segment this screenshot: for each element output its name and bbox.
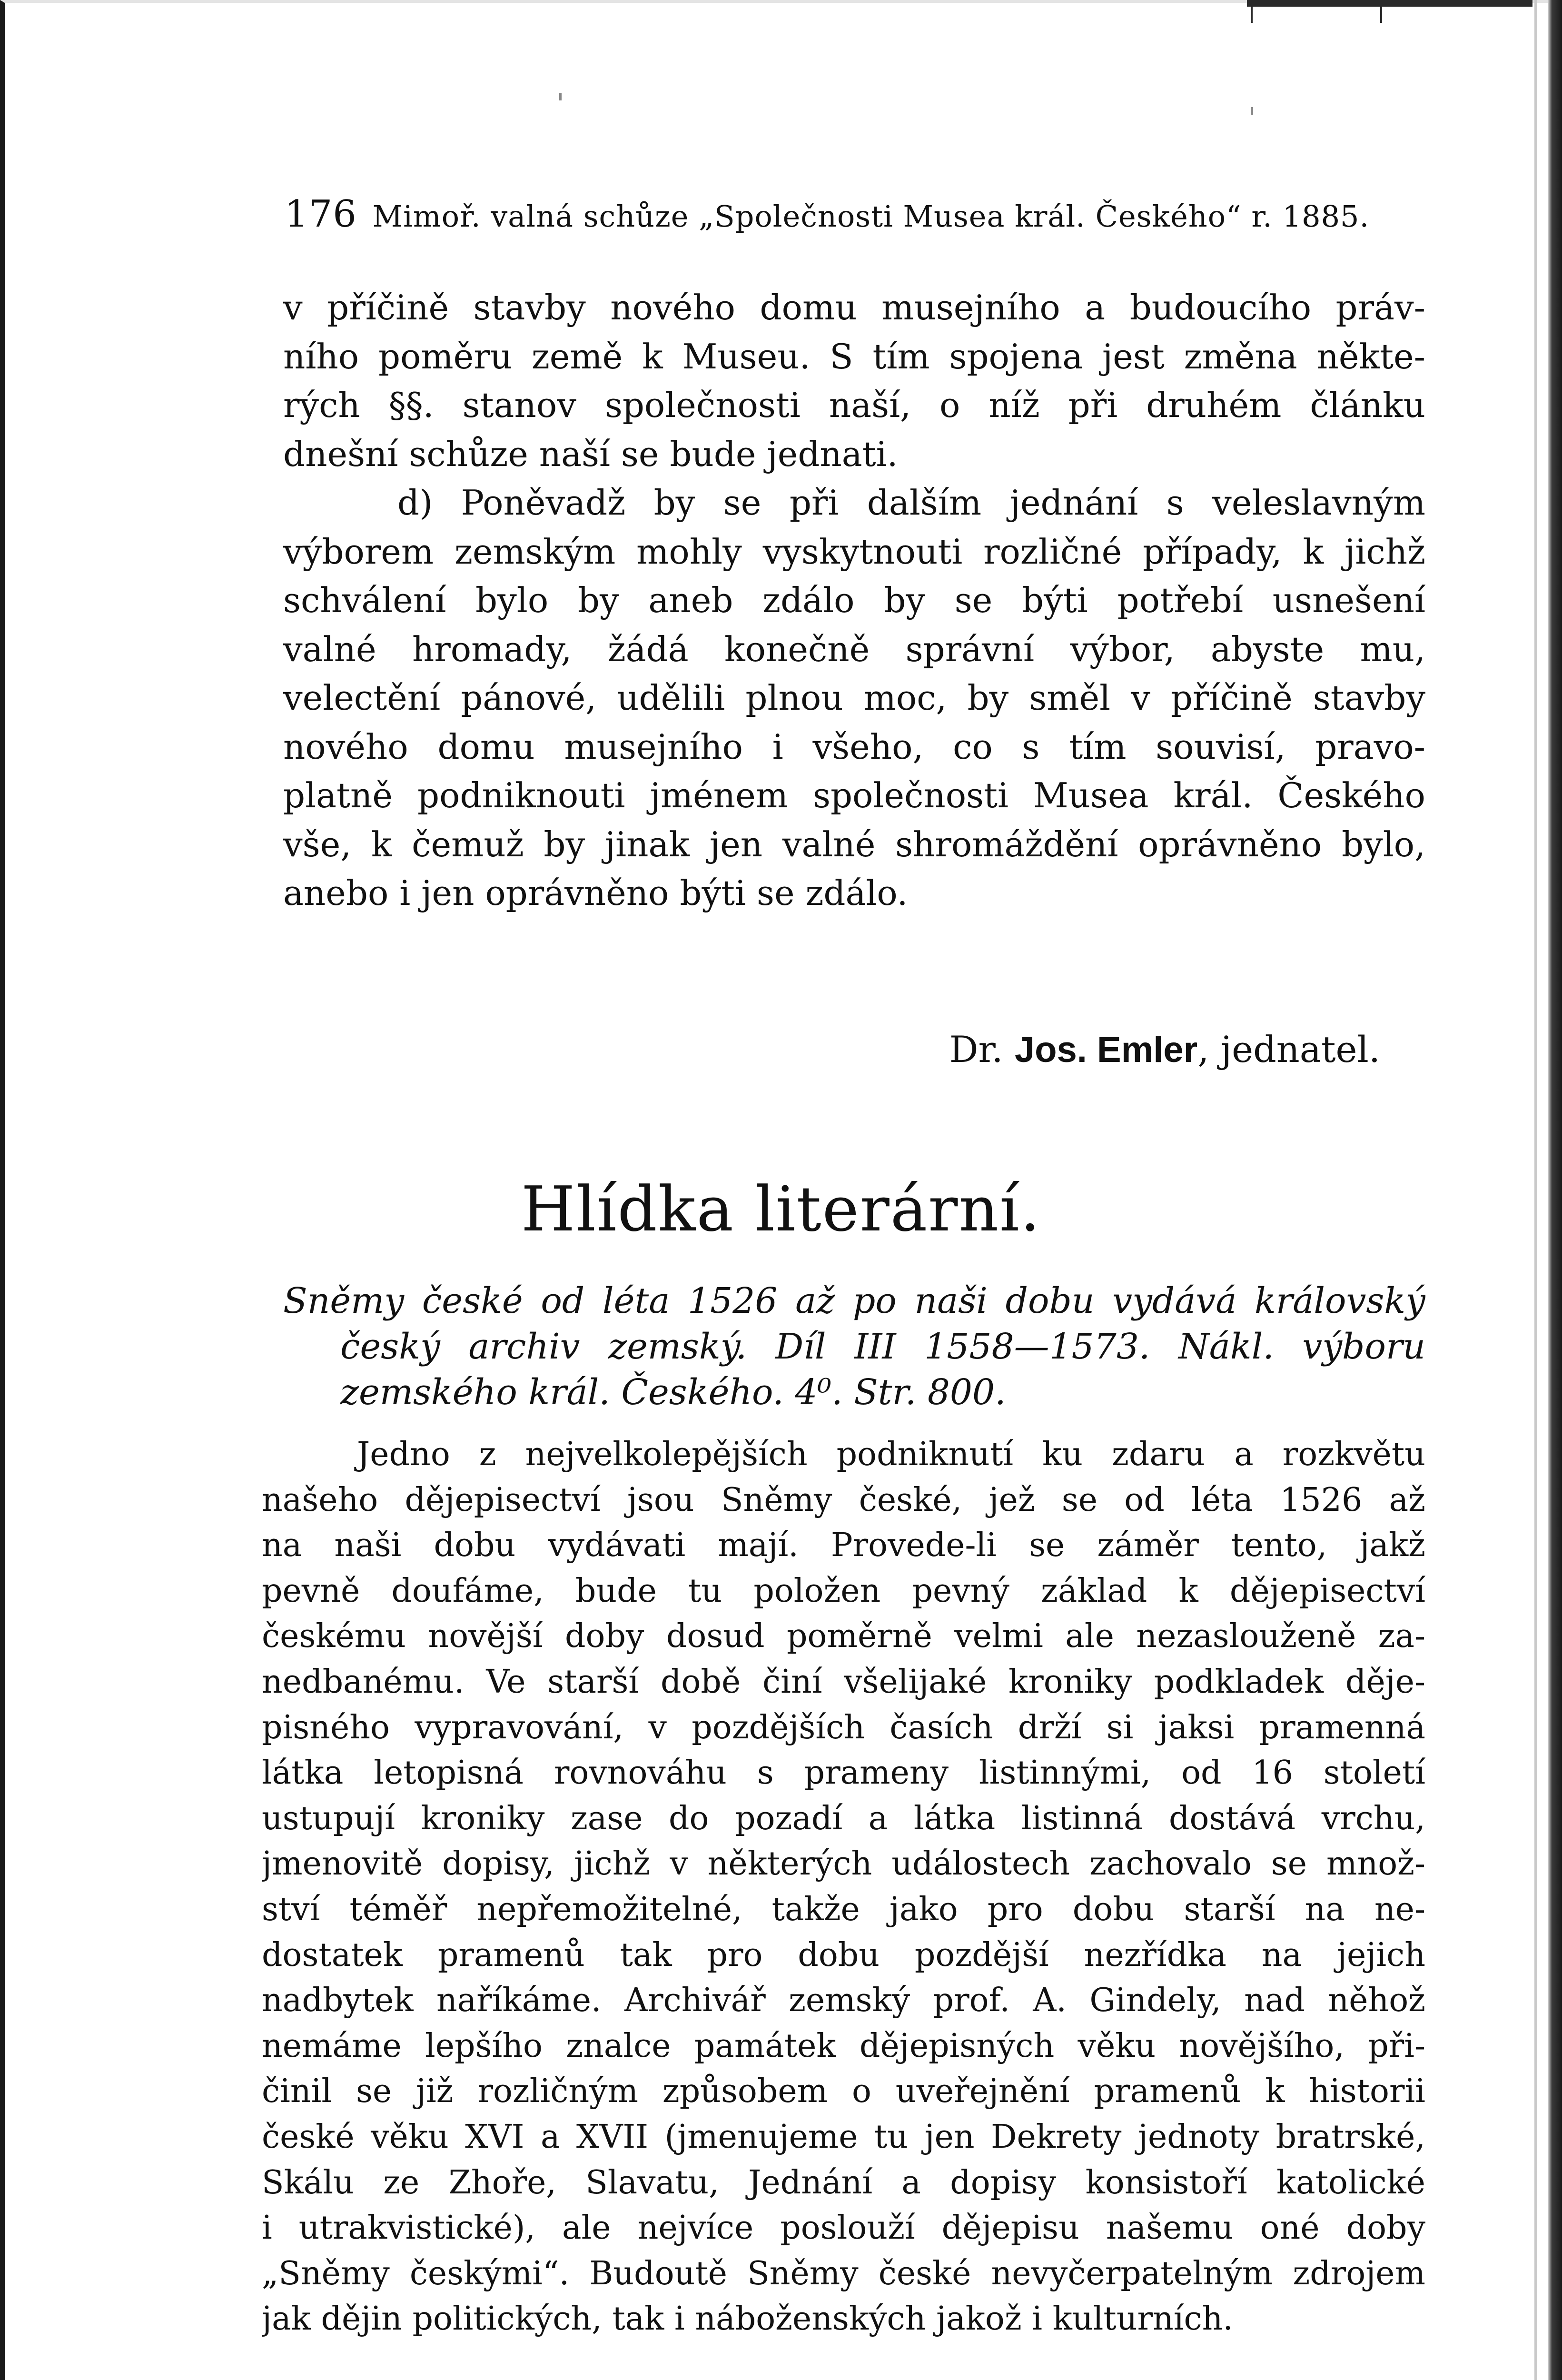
text-line: ního poměru země k Museu. S tím spojena jest změna někte- [283,336,1425,377]
text-line: v příčině stavby nového domu musejního a budoucího práv- [283,288,1425,327]
text-line: dnešní schůze naší se bude jednati. [283,434,898,474]
text-line: schválení bylo by aneb zdálo by se býti potřebí usnešení [283,580,1425,620]
text-line: velectění pánové, udělili plnou moc, by směl v příčině stavby [283,678,1425,718]
text-line: nedbanému. Ve starší době činí všelijaké kroniky podkladek děje- [262,1663,1425,1701]
signature [904,1023,1380,1076]
text-line: české věku XVI a XVII (jmenujeme tu jen Dekrety jednoty bratrské, [262,2118,1425,2156]
binding-tick [1380,7,1382,23]
running-header [285,188,1389,240]
text-line: Skálu ze Zhoře, Slavatu, Jednání a dopisy konsistoří katolické [262,2163,1425,2202]
signature-name: Jos. Emler [1014,1030,1198,1070]
text-line: anebo i jen oprávněno býti se zdálo. [283,873,908,913]
top-binding-rule [1247,0,1532,7]
citation-line: zemského král. Českého. 4⁰. Str. 800. [340,1372,1006,1413]
text-line: jak dějin politických, tak i náboženských jakož i kulturních. [262,2300,1234,2338]
text-line: nadbytek naříkáme. Archivář zemský prof. A. Gindely, nad něhož [262,1982,1425,2020]
scan-speck [1251,107,1253,115]
page-number: 176 [285,193,357,236]
section-title: Hlídka literární. [521,1173,1041,1245]
text-line: Jedno z nejvelkolepějších podniknutí ku zdaru a rozkvětu [357,1436,1425,1473]
text-line: českému novější doby dosud poměrně velmi ale nezaslouženě za- [262,1617,1425,1656]
text-line: „Sněmy českými“. Budoutě Sněmy české nevyčerpatelným zdrojem [262,2254,1425,2292]
body-text-top [283,283,1425,918]
text-line: činil se již rozličným způsobem o uveřejnění pramenů k historii [262,2073,1425,2111]
text-line: rých §§. stanov společnosti naší, o níž při druhém článku [283,385,1425,425]
text-line: na naši dobu vydávati mají. Provede-li se záměr tento, jakž [262,1527,1425,1565]
text-line: jmenovitě dopisy, jichž v některých událostech zachovalo se množ- [262,1845,1425,1883]
text-line: ství téměř nepřemožitelné, takže jako pro dobu starší na ne- [262,1890,1425,1928]
scan-speck [559,93,562,100]
citation-line: český archiv zemský. Díl III 1558—1573. Nákl. výboru [340,1326,1425,1367]
citation-line: Sněmy české od léta 1526 až po naši dobu vydává královský [283,1280,1425,1321]
text-line: pevně doufáme, bude tu položen pevný základ k dějepisectví [262,1572,1425,1610]
text-line: platně podniknouti jménem společnosti Musea král. Českého [283,775,1425,815]
binding-tick [1251,7,1253,23]
text-line: ustupují kroniky zase do pozadí a látka listinná dostává vrchu, [262,1799,1425,1837]
text-line: d) Poněvadž by se při dalším jednání s veleslavným [397,483,1425,523]
review-text [262,1432,1425,2342]
text-line: nového domu musejního i všeho, co s tím souvisí, pravo- [283,726,1425,767]
text-line: dostatek pramenů tak pro dobu pozdější nezřídka na jejich [262,1936,1425,1974]
signature-role: , jednatel. [1197,1028,1380,1071]
text-line: nemáme lepšího znalce památek dějepisných věku novějšího, při- [262,2027,1425,2065]
book-citation [283,1278,1425,1415]
text-line: pisného vypravování, v pozdějších časích drží si jaksi pramenná [262,1708,1425,1746]
text-line: látka letopisná rovnováhu s prameny listinnými, od 16 století [262,1754,1425,1792]
running-title: Mimoř. valná schůze „Společnosti Musea král. Českého“ r. 1885. [372,199,1370,234]
text-line: vše, k čemuž by jinak jen valné shromáždění oprávněno bylo, [283,824,1425,864]
text-line: valné hromady, žádá konečně správní výbor, abyste mu, [283,629,1425,669]
text-line: našeho dějepisectví jsou Sněmy české, jež se od léta 1526 až [262,1481,1425,1519]
signature-prefix: Dr. [949,1028,1003,1071]
text-line: výborem zemským mohly vyskytnouti rozličné případy, k jichž [283,531,1425,572]
text-line: i utrakvistické), ale nejvíce poslouží dějepisu našemu oné doby [262,2209,1425,2247]
